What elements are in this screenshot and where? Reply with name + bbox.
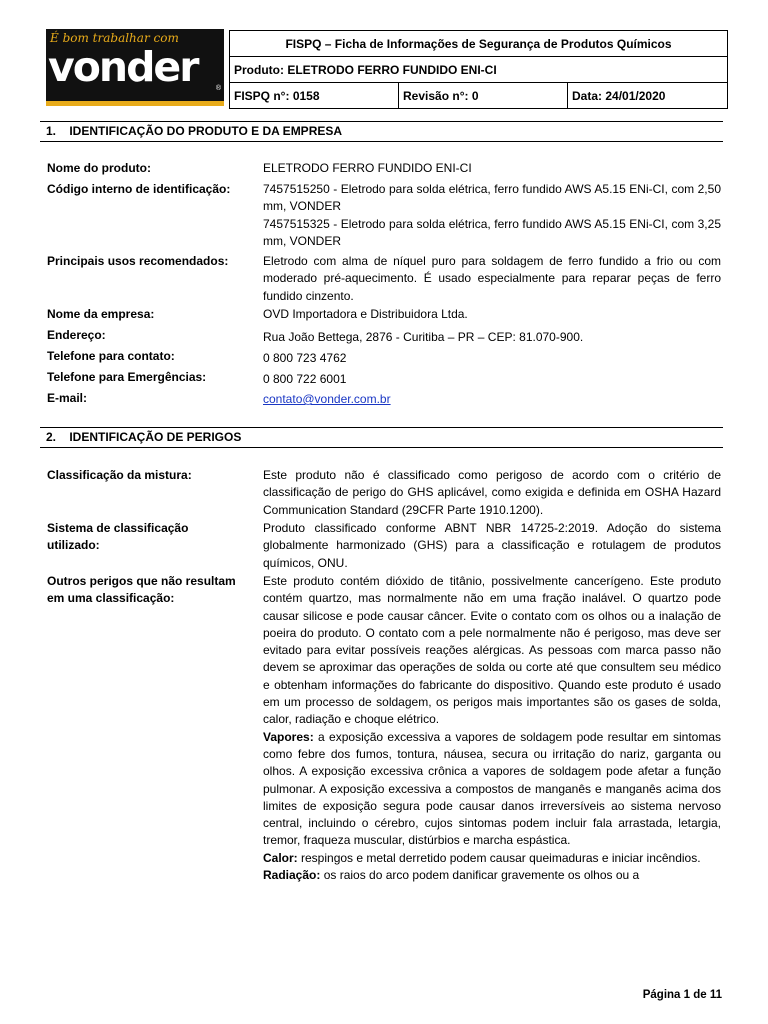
- product-cell: [230, 57, 728, 83]
- field-value: Este produto não é classificado como perigoso de acordo com o critério de classificação de perigo do GHS aplicável, como exigida e definida em OSHA Hazard Communication Standard (29CFR Parte 1910.1200).: [263, 468, 721, 517]
- field-label: Classificação da mistura:: [47, 468, 192, 482]
- page-number: Página 1 de 11: [642, 989, 722, 1001]
- field-label: Endereço:: [47, 328, 106, 342]
- field-value: 0 800 722 6001: [263, 372, 347, 386]
- document-title: FISPQ – Ficha de Informações de Segurança de Produtos Químicos: [230, 31, 728, 57]
- hazards-intro: Este produto contém dióxido de titânio, possivelmente cancerígeno. Este produto contém quartzo, mas normalmente não em uma fração inalável. O quartzo pode causar silicose e pode causar câncer. Evite o contato com os olhos ou a inalação de poeira do produto. O contato com a pele normalmente não é perigoso, mas deve ser evitado para evitar possíveis reações alérgicas. As pessoas com marca passo não devem se aproximar das operações de solda ou corte até que consultem seu médico e obtenham informações do fabricante do dispositivo. Quando este produto é usado em um processo de soldagem, os perigos mais importantes são os gases de solda, calor, radiação e choque elétrico.: [263, 574, 721, 727]
- code-line-2: 7457515325 - Eletrodo para solda elétrica, ferro fundido AWS A5.15 ENi-CI, com 3,25 mm, VONDER: [263, 216, 721, 248]
- field-label: Outros perigos que não resultam em uma classificação:: [47, 574, 236, 606]
- field-value: [263, 573, 721, 884]
- calor-text: respingos e metal derretido podem causar queimaduras e iniciar incêndios.: [297, 850, 701, 865]
- field-label: Nome do produto:: [47, 161, 151, 175]
- field-label: Principais usos recomendados:: [47, 254, 229, 268]
- calor-term: Calor:: [263, 850, 298, 865]
- date-value: 24/01/2020: [605, 88, 666, 103]
- product-value: ELETRODO FERRO FUNDIDO ENI-CI: [287, 62, 497, 77]
- vapores-term: Vapores:: [263, 729, 314, 744]
- field-label: E-mail:: [47, 391, 88, 405]
- section-1-number: 1.: [46, 124, 57, 138]
- field-value: Rua João Bettega, 2876 - Curitiba – PR – CEP: 81.070-900.: [263, 330, 584, 344]
- logo-registered-mark: ®: [215, 85, 221, 92]
- field-label: Sistema de classificação utilizado:: [47, 521, 189, 553]
- hazards-radiacao: [263, 867, 721, 884]
- hazards-vapores: [263, 729, 721, 850]
- section-2-title: IDENTIFICAÇÃO DE PERIGOS: [69, 430, 242, 444]
- revision-label: Revisão n°:: [403, 88, 469, 103]
- hazards-calor: [263, 850, 721, 867]
- field-label: Telefone para Emergências:: [47, 370, 207, 384]
- fispq-value: 0158: [292, 88, 320, 103]
- field-value: [263, 391, 721, 408]
- section-2-number: 2.: [46, 430, 57, 444]
- fispq-label: FISPQ n°:: [234, 88, 290, 103]
- section-2-heading: [40, 427, 723, 448]
- field-value: OVD Importadora e Distribuidora Ltda.: [263, 307, 468, 321]
- code-line-1: 7457515250 - Eletrodo para solda elétrica, ferro fundido AWS A5.15 ENi-CI, com 2,50 mm, VONDER: [263, 182, 721, 214]
- field-label: Código interno de identificação:: [47, 182, 231, 196]
- field-value: 0 800 723 4762: [263, 351, 347, 365]
- date-cell: [568, 83, 728, 109]
- fispq-number-cell: [230, 83, 399, 109]
- document-header-table: [229, 30, 728, 109]
- section-1-title: IDENTIFICAÇÃO DO PRODUTO E DA EMPRESA: [69, 124, 343, 138]
- field-label: Telefone para contato:: [47, 349, 175, 363]
- logo-accent-bar: [46, 101, 224, 106]
- email-link[interactable]: contato@vonder.com.br: [263, 392, 391, 406]
- vapores-text: a exposição excessiva a vapores de soldagem pode resultar em sintomas como febre dos fumos, tontura, náusea, secura ou irritação do nariz, garganta ou olhos. A exposição excessiva crônica a vapores de soldagem pode afetar a função pulmonar. A exposição excessiva a compostos de manganês e manganês acima dos limites de exposição segura pode causar danos irreversíveis ao sistema nervoso central, incluindo o cérebro, cujos sintomas podem incluir fala arrastada, letargia, tremor, fraqueza muscular, distúrbios e marcha espástica.: [263, 729, 721, 848]
- logo-tagline: É bom trabalhar com: [50, 31, 179, 45]
- revision-value: 0: [471, 88, 479, 103]
- field-value: Eletrodo com alma de níquel puro para soldagem de ferro fundido a frio ou com moderado pré-aquecimento. É usado especialmente para reparar peças de ferro fundido cinzento.: [263, 254, 721, 303]
- field-label: Nome da empresa:: [47, 307, 155, 321]
- logo-brand: vonder: [48, 43, 198, 91]
- field-value: Produto classificado conforme ABNT NBR 14725-2:2019. Adoção do sistema globalmente harmonizado (GHS) para a classificação e rotulagem de produtos químicos, ONU.: [263, 521, 721, 570]
- field-value: ELETRODO FERRO FUNDIDO ENI-CI: [263, 161, 472, 175]
- section-1-heading: [40, 121, 723, 142]
- product-label: Produto:: [234, 62, 284, 77]
- revision-cell: [399, 83, 568, 109]
- radiacao-term: Radiação:: [263, 868, 321, 883]
- vonder-logo: [46, 29, 224, 106]
- field-value: [263, 181, 721, 250]
- radiacao-text: os raios do arco podem danificar gravemente os olhos ou a: [320, 868, 640, 883]
- date-label: Data:: [572, 88, 603, 103]
